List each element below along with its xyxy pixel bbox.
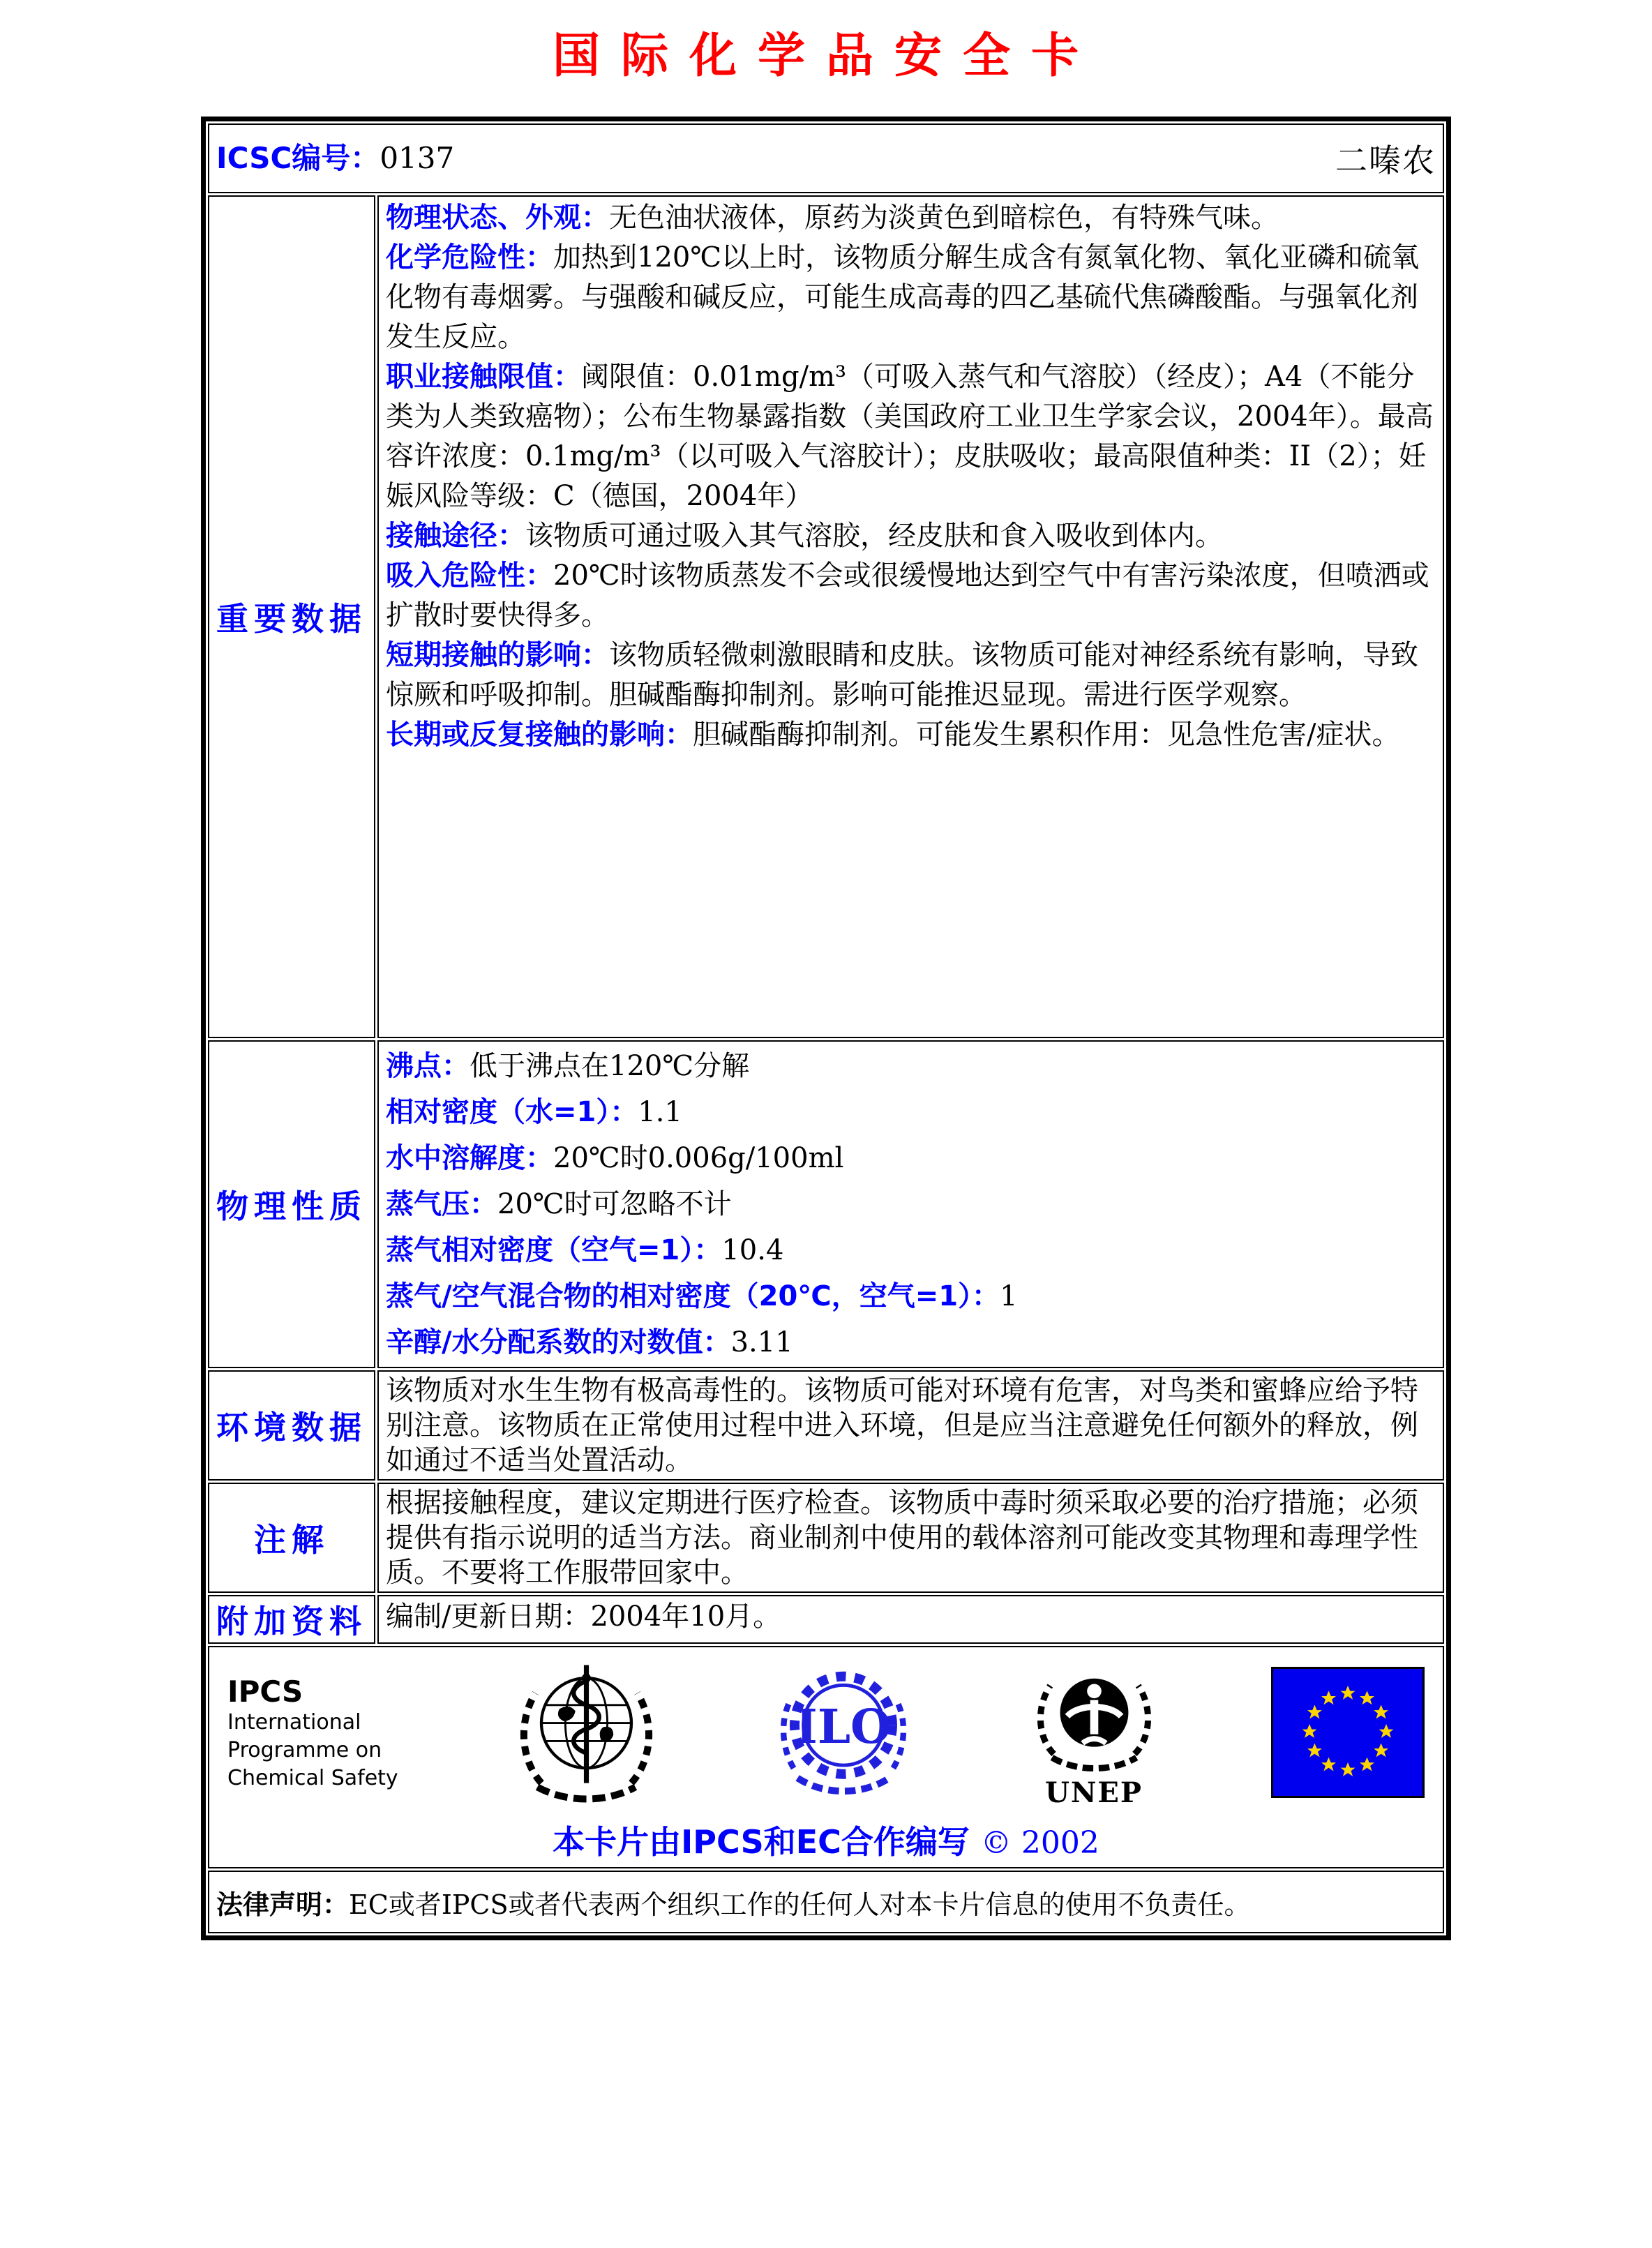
property-value: 3.11 xyxy=(730,1326,793,1358)
additional-info-row xyxy=(208,1595,1444,1644)
field-chemical-danger xyxy=(386,238,1436,357)
notes-row xyxy=(208,1483,1444,1593)
field-text: 无色油状液体，原药为淡黄色到暗棕色，有特殊气味。 xyxy=(609,202,1279,234)
who-logo-icon xyxy=(511,1657,661,1810)
icsc-card-table xyxy=(201,117,1451,1940)
physical-property-row xyxy=(386,1181,1436,1227)
property-value: 1 xyxy=(1000,1280,1018,1312)
field-text: 20℃时该物质蒸发不会或很缓慢地达到空气中有害污染浓度，但喷洒或扩散时要快得多。 xyxy=(386,560,1429,631)
field-text: 阈限值：0.01mg/m³（可吸入蒸气和气溶胶）（经皮）；A4（不能分类为人类致癌物）；公布生物暴露指数（美国政府工业卫生学家会议，2004年）。最高容许浓度：0.1mg/m³（以可吸入气溶胶计）；皮肤吸收；最高限值种类：II（2）；妊娠风险等级：C（德国，2004年） xyxy=(386,361,1434,512)
field-label: 物理状态、外观： xyxy=(386,202,609,234)
credit-text: 本卡片由IPCS和EC合作编写 xyxy=(553,1823,970,1861)
notes-cell xyxy=(377,1483,1444,1593)
physical-properties-cell xyxy=(377,1040,1444,1368)
logos-cell xyxy=(208,1646,1444,1868)
property-label: 辛醇/水分配系数的对数值： xyxy=(386,1326,731,1358)
field-text: 该物质可通过吸入其气溶胶，经皮肤和食入吸收到体内。 xyxy=(525,520,1223,552)
environment-cell xyxy=(377,1370,1444,1481)
page-title: 国际化学品安全卡 xyxy=(552,28,1099,84)
field-text: 加热到120℃以上时，该物质分解生成含有氮氧化物、氧化亚磷和硫氧化物有毒烟雾。与强酸和碱反应，可能生成高毒的四乙基硫代焦磷酸酯。与强氧化剂发生反应。 xyxy=(386,241,1420,353)
additional-info-cell xyxy=(377,1595,1444,1644)
icsc-number-value: 0137 xyxy=(380,141,455,175)
ipcs-line: Chemical Safety xyxy=(227,1765,398,1790)
field-long-term-effects xyxy=(386,715,1436,755)
field-label: 职业接触限值： xyxy=(386,361,581,393)
legal-label: 法律声明： xyxy=(216,1889,350,1920)
field-text: 胆碱酯酶抑制剂。可能发生累积作用：见急性危害/症状。 xyxy=(693,719,1400,751)
physical-property-row xyxy=(386,1319,1436,1365)
header-row xyxy=(208,123,1444,193)
row-label-physical: 物理性质 xyxy=(208,1040,375,1368)
property-label: 蒸气压： xyxy=(386,1188,497,1220)
property-value: 10.4 xyxy=(721,1234,784,1266)
row-label-notes: 注解 xyxy=(208,1483,375,1593)
physical-properties-row xyxy=(208,1040,1444,1368)
field-label: 化学危险性： xyxy=(386,241,553,273)
ipcs-block xyxy=(227,1675,402,1792)
property-value: 20℃时可忽略不计 xyxy=(497,1188,732,1220)
property-label: 蒸气相对密度（空气=1）： xyxy=(386,1234,722,1266)
row-label-important: 重要数据 xyxy=(208,195,375,1038)
legal-cell xyxy=(208,1871,1444,1933)
environment-text: 该物质对水生生物有极高毒性的。该物质可能对环境有危害，对鸟类和蜜蜂应给予特别注意。该物质在正常使用过程中进入环境，但是应当注意避免任何额外的释放，例如通过不适当处置活动。 xyxy=(386,1374,1418,1476)
header-cell xyxy=(208,123,1444,193)
ipcs-line: Programme on xyxy=(227,1737,382,1762)
important-data-row xyxy=(208,195,1444,1038)
property-label: 沸点： xyxy=(386,1050,470,1082)
notes-text: 根据接触程度，建议定期进行医疗检查。该物质中毒时须采取必要的治疗措施；必须提供有指示说明的适当方法。商业制剂中使用的载体溶剂可能改变其物理和毒理学性质。不要将工作服带回家中。 xyxy=(386,1487,1418,1589)
important-data-cell xyxy=(377,195,1444,1038)
logos-row xyxy=(208,1646,1444,1868)
credit-line xyxy=(227,1817,1425,1863)
property-label: 蒸气/空气混合物的相对密度（20℃，空气=1）： xyxy=(386,1280,1000,1312)
physical-property-row xyxy=(386,1043,1436,1089)
unep-caption: UNEP xyxy=(1044,1776,1143,1809)
physical-property-row xyxy=(386,1227,1436,1273)
field-label: 短期接触的影响： xyxy=(386,639,609,671)
credit-year: © 2002 xyxy=(980,1825,1099,1861)
icsc-number-label: ICSC编号： xyxy=(216,141,380,175)
property-label: 水中溶解度： xyxy=(386,1142,553,1174)
additional-info-text: 编制/更新日期：2004年10月。 xyxy=(386,1601,781,1633)
physical-property-row xyxy=(386,1135,1436,1181)
legal-row xyxy=(208,1871,1444,1933)
legal-text: EC或者IPCS或者代表两个组织工作的任何人对本卡片信息的使用不负责任。 xyxy=(349,1889,1251,1920)
field-short-term-effects xyxy=(386,636,1436,715)
physical-property-row xyxy=(386,1273,1436,1319)
ipcs-line: International xyxy=(227,1709,361,1734)
row-label-additional: 附加资料 xyxy=(208,1595,375,1644)
property-label: 相对密度（水=1）： xyxy=(386,1096,638,1128)
field-physical-state xyxy=(386,198,1436,238)
property-value: 1.1 xyxy=(638,1096,682,1128)
field-label: 长期或反复接触的影响： xyxy=(386,719,693,751)
ipcs-acronym: IPCS xyxy=(227,1674,303,1709)
ilo-logo-icon xyxy=(770,1657,917,1810)
row-label-environment: 环境数据 xyxy=(208,1370,375,1481)
environment-row xyxy=(208,1370,1444,1481)
property-value: 低于沸点在120℃分解 xyxy=(470,1050,750,1082)
field-label: 吸入危险性： xyxy=(386,560,553,592)
unep-logo-icon xyxy=(1026,1661,1162,1807)
chemical-name: 二嗪农 xyxy=(1335,142,1436,179)
field-inhalation-risk xyxy=(386,556,1436,636)
svg-text:ILO: ILO xyxy=(795,1698,892,1754)
field-occupational-limits xyxy=(386,357,1436,516)
field-text: 该物质轻微刺激眼睛和皮肤。该物质可能对神经系统有影响，导致惊厥和呼吸抑制。胆碱酯酶抑制剂。影响可能推迟显现。需进行医学观察。 xyxy=(386,639,1418,711)
property-value: 20℃时0.006g/100ml xyxy=(553,1142,844,1174)
field-label: 接触途径： xyxy=(386,520,525,552)
field-exposure-routes xyxy=(386,516,1436,556)
physical-property-row xyxy=(386,1089,1436,1135)
eu-flag-icon xyxy=(1271,1667,1425,1801)
